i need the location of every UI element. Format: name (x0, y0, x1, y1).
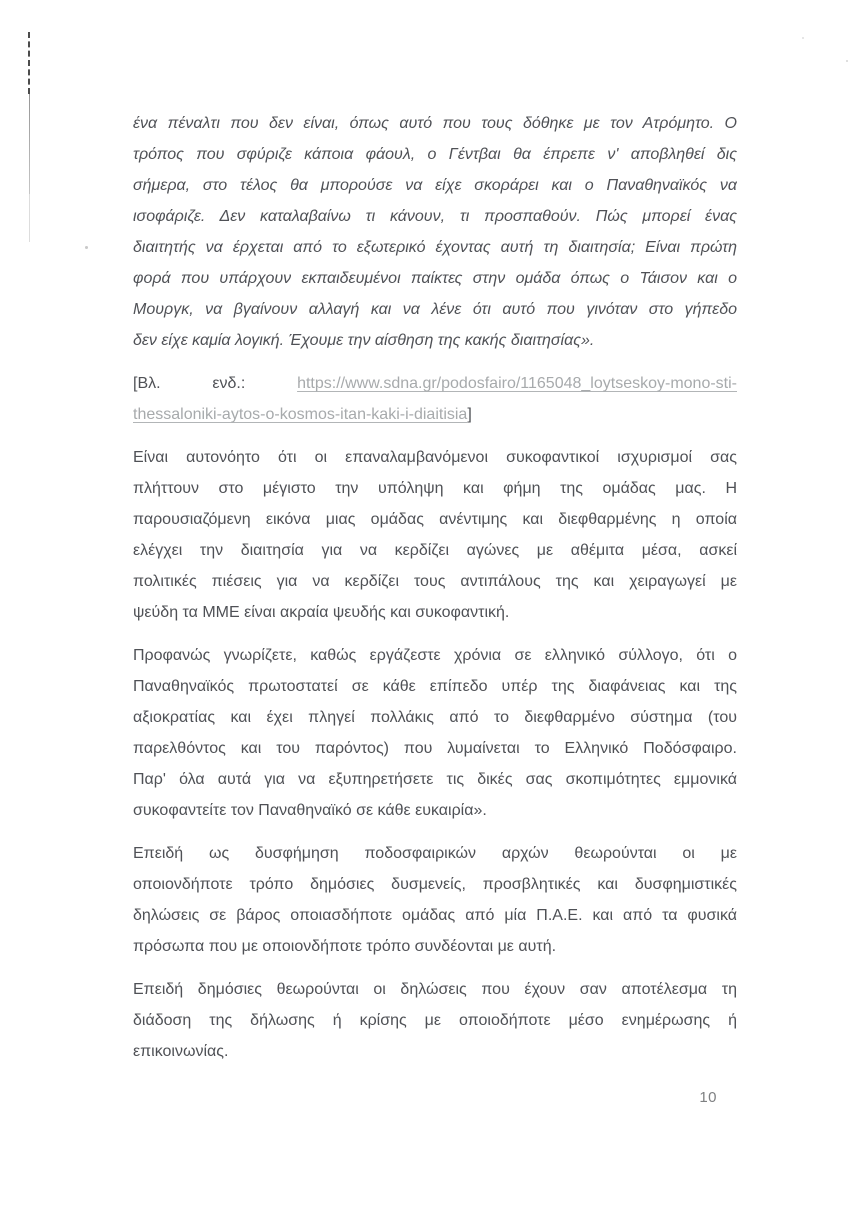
text-line: επικοινωνίας. (133, 1043, 229, 1060)
text-line: ψεύδη τα ΜΜΕ είναι ακραία ψευδής και συκοφαντική. (133, 604, 510, 621)
text-line: Παρ' όλα αυτά για να εξυπηρετήσετε τις δικές σας σκοπιμότητες εμμονικά (133, 771, 737, 788)
text-line: σήμερα, στο τέλος θα μπορούσε να είχε σκοράρει και ο Παναθηναϊκός να (133, 177, 737, 194)
text-line: πρόσωπα που με οποιονδήποτε τρόπο συνδέονται με αυτή. (133, 938, 557, 955)
text-line: Επειδή ως δυσφήμηση ποδοσφαιρικών αρχών θεωρούνται οι με (133, 845, 737, 862)
scan-speck (846, 60, 848, 62)
text-line: Προφανώς γνωρίζετε, καθώς εργάζεστε χρόνια σε ελληνικό σύλλογο, ότι ο (133, 647, 737, 664)
text-line: διάδοση της δήλωσης ή κρίσης με οποιοδήποτε μέσο ενημέρωσης ή (133, 1012, 737, 1029)
text-line: ισοφάριζε. Δεν καταλαβαίνω τι κάνουν, τι προσπαθούν. Πώς μπορεί ένας (133, 208, 737, 225)
scan-artifact-faint-line (29, 94, 30, 194)
text-line: τρόπος που σφύριζε κάποια φάουλ, ο Γέντβαι θα έπρεπε ν' αποβληθεί δις (133, 146, 737, 163)
text-line: οποιονδήποτε τρόπο δημόσιες δυσμενείς, προσβλητικές και δυσφημιστικές (133, 876, 737, 893)
reference-bracket-close: ] (467, 406, 472, 423)
scan-speck (85, 246, 88, 249)
text-line: ελέγχει την διαιτησία για να κερδίζει αγώνες με αθέμιτα μέσα, ασκεί (133, 542, 737, 559)
text-line: πολιτικές πιέσεις για να κερδίζει τους αντιπάλους της και χειραγωγεί με (133, 573, 737, 590)
scan-speck (802, 37, 804, 39)
text-line: Είναι αυτονόητο ότι οι επαναλαμβανόμενοι συκοφαντικοί ισχυρισμοί σας (133, 449, 737, 466)
text-line: φορά που υπάρχουν εκπαιδευμένοι παίκτες στην ομάδα όπως ο Τάισον και ο (133, 270, 737, 287)
text-line: Μουργκ, να βγαίνουν αλλαγή και να λένε ότι αυτό που γινόταν στο γήπεδο (133, 301, 737, 318)
paragraph-body-2 (133, 640, 737, 826)
text-line: συκοφαντείτε τον Παναθηναϊκό σε κάθε ευκαιρία». (133, 802, 487, 819)
text-line (133, 368, 737, 399)
paragraph-quote (133, 108, 737, 356)
document-body (133, 108, 737, 1079)
text-line: παρουσιαζόμενη εικόνα μιας ομάδας ανέντιμης και διεφθαρμένης η οποία (133, 511, 737, 528)
reference-link-line2[interactable]: thessaloniki-aytos-o-kosmos-itan-kaki-i-diaitisia (133, 406, 468, 423)
paragraph-body-3 (133, 838, 737, 962)
text-line: πλήττουν στο μέγιστο την υπόληψη και φήμη της ομάδας μας. Η (133, 480, 737, 497)
page-number: 10 (699, 1089, 717, 1106)
paragraph-body-4 (133, 974, 737, 1067)
text-line: Παναθηναϊκός πρωτοστατεί σε κάθε επίπεδο υπέρ της διαφάνειας και της (133, 678, 737, 695)
paragraph-reference (133, 368, 737, 430)
paragraph-body-1 (133, 442, 737, 628)
text-line: αξιοκρατίας και έχει πληγεί πολλάκις από το διεφθαρμένο σύστημα (του (133, 709, 737, 726)
text-line: Επειδή δημόσιες θεωρούνται οι δηλώσεις που έχουν σαν αποτέλεσμα τη (133, 981, 737, 998)
text-line (133, 399, 737, 430)
text-line: παρελθόντος και του παρόντος) που λυμαίνεται το Ελληνικό Ποδόσφαιρο. (133, 740, 737, 757)
scan-artifact-faint-line-lower (29, 194, 30, 242)
scan-artifact-dashed-line (28, 32, 30, 94)
text-line: ένα πέναλτι που δεν είναι, όπως αυτό που τους δόθηκε με τον Ατρόμητο. Ο (133, 115, 737, 132)
text-line: διαιτητής να έρχεται από το εξωτερικό έχοντας αυτή τη διαιτησία; Είναι πρώτη (133, 239, 737, 256)
reference-link-line1[interactable]: https://www.sdna.gr/podosfairo/1165048_loytseskoy-mono-sti- (297, 375, 737, 392)
reference-label: [Βλ. ενδ.: (133, 375, 246, 392)
text-line: δηλώσεις σε βάρος οποιασδήποτε ομάδας από μία Π.Α.Ε. και από τα φυσικά (133, 907, 737, 924)
text-line: δεν είχε καμία λογική. Έχουμε την αίσθηση της κακής διαιτησίας». (133, 332, 595, 349)
